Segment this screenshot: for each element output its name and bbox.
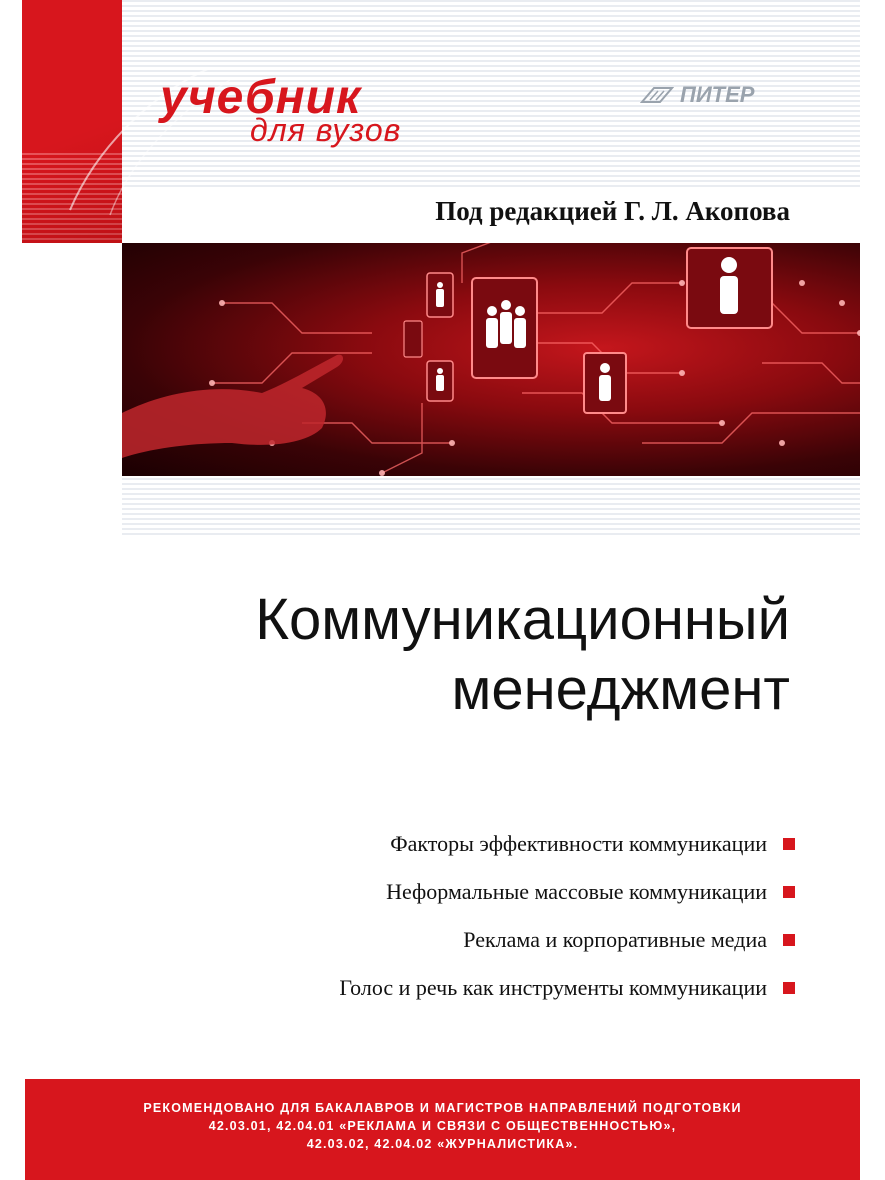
square-bullet-icon: [783, 934, 795, 946]
editor-credit: Под редакцией Г. Л. Акопова: [435, 196, 790, 226]
recommendation-line3: 42.03.02, 42.04.02 «ЖУРНАЛИСТИКА».: [306, 1137, 579, 1151]
circuit-network-icon: [122, 243, 860, 476]
topic-label: Факторы эффективности коммуникации: [390, 831, 767, 856]
cover-illustration: [122, 243, 860, 476]
banner-lines-decoration: [122, 478, 860, 536]
hand-icon: [122, 355, 343, 458]
piter-logo-icon: [640, 86, 674, 104]
square-bullet-icon: [783, 886, 795, 898]
series-subtitle: для вузов: [250, 112, 402, 148]
recommendation-line2: 42.03.01, 42.04.01 «РЕКЛАМА И СВЯЗИ С ОБЩЕСТВЕННОСТЬЮ»,: [208, 1119, 677, 1133]
book-title-line1: Коммуникационный: [255, 587, 790, 652]
recommendation-line1: РЕКОМЕНДОВАНО ДЛЯ БАКАЛАВРОВ И МАГИСТРОВ НАПРАВЛЕНИЙ ПОДГОТОВКИ: [143, 1101, 742, 1115]
topic-list: [339, 820, 795, 1012]
publisher-name: ПИТЕР: [680, 82, 755, 107]
recommendation-banner: [25, 1079, 860, 1180]
topic-label: Голос и речь как инструменты коммуникации: [339, 975, 767, 1000]
square-bullet-icon: [783, 838, 795, 850]
book-title: [255, 585, 790, 725]
topic-label: Реклама и корпоративные медиа: [463, 927, 767, 952]
topic-item: [339, 820, 795, 868]
topic-item: [339, 964, 795, 1012]
topic-item: [339, 868, 795, 916]
topic-item: [339, 916, 795, 964]
topic-label: Неформальные массовые коммуникации: [386, 879, 767, 904]
square-bullet-icon: [783, 982, 795, 994]
book-title-line2: менеджмент: [451, 657, 790, 722]
publisher-logo: [640, 82, 754, 108]
series-title: учебник: [160, 71, 362, 124]
